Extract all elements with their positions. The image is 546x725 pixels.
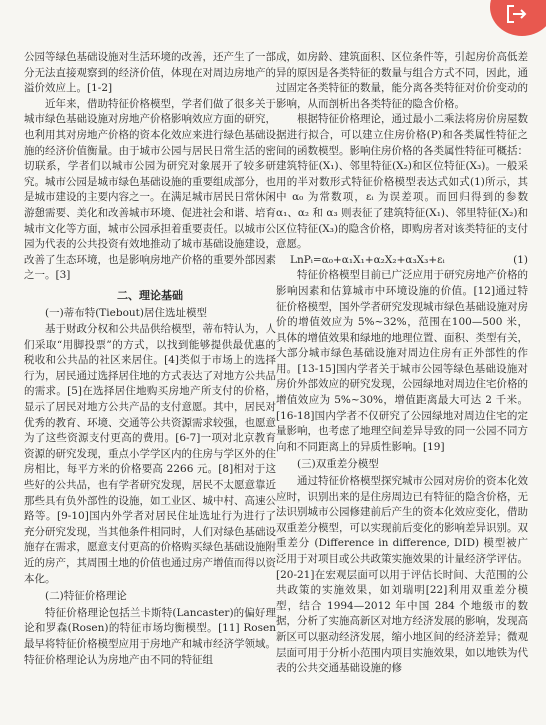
paragraph: 特征价格模型目前已广泛应用于研究房地产价格的影响因素和估算城市中环境设施的价值。[12]通过特征价格模型，国外学者研究发现城市绿色基础设施对房价的增值效应为 5%~32%，范围在100—500 米，具体的增值效果和绿地的地理位置、面积、类型有关，大部分城市绿色基础设施对周边住房有正外部性的作用。[13-15]国内学者关于城市公园等绿色基础设施对房价外部效应的研究发现，公园绿地对周边住宅价格的增值效应为 5%~30%，增值距离最大可达 2 千米。[16-18]国内学者不仅研究了公园绿地对周边住宅的定量影响，也考虑了地理空间差异导致的同一公园不同方向和不同距离上的异质性影响。[19]: [276, 269, 528, 453]
right-column: [276, 50, 528, 677]
equation-body: LnPᵢ=α₀+α₁X₁+α₂X₂+α₃X₃+εᵢ: [290, 253, 445, 266]
section-heading: 二、理论基础: [117, 288, 183, 302]
paragraph: 近年来，借助特征价格模型，学者们做了很多关于城市绿色基础设施对房地产价格影响效应方面的研究，也利用其对房地产价格的资本化效应来进行绿色基础设施的经济价值衡量。由于城市公园与居民日常生活的密切联系，学者们以城市公园为研究对象展开了较多研究。城市公园是城市绿色基础设施的重要组成部分，也是城市建设的主要内容之一。在满足城市居民日常休闲游憩需要、美化和改善城市环境、促进社会和谐、培育城市文化等方面，城市公园承担着重要责任。以城市公园为代表的公共投资有效地推动了城市基础设施建设，改善了生态环境，也是影响房地产价格的重要外部因素之一。[3]: [24, 97, 276, 282]
left-column: [24, 50, 276, 668]
exit-icon: [506, 4, 528, 24]
paragraph: 根据特征价格理论，通过最小二乘法将房价房屋数据进行拟合，可以建立住房价格(P)和各类属性特征之间的函数模型。影响住房价格的各类属性特征可概括：建筑特征(X₁)、邻里特征(X₂)和区位特征(X₃)。一般采用的半对数形式特征价格模型表达式如式(1)所示，其中 α₀ 为常数项，εᵢ 为误差项。而回归得到的参数 α₁、α₂ 和 α₃ 则表征了建筑特征(X₁)、邻里特征(X₂)和区位特征(X₃)的隐含价格，即购房者对该类特征的支付意愿。: [276, 113, 528, 251]
paragraph: 特征价格理论包括兰卡斯特(Lancaster)的偏好理论和罗森(Rosen)的特征市场均衡模型。[11] Rosen最早将特征价格模型应用于房地产和城市经济学领域。特征价格理论认为房地产由不同的特征组: [24, 606, 276, 666]
subsection-heading: (一)蒂布特(Tiebout)居住选址模型: [45, 306, 207, 319]
subsection-heading: (三)双重差分模型: [297, 458, 379, 471]
subsection-heading: (二)特征价格理论: [45, 590, 127, 603]
equation: [276, 253, 528, 269]
paragraph: 成，如房龄、建筑面积、区位条件等，引起房价高低差异的原因是各类特征的数量与组合方式不同，因此，通过固定各类特征的数量，能分离各类特征对价价变动的影响，从而剖析出各类特征的隐含价格。: [276, 51, 528, 110]
paragraph: 通过特征价格模型探究城市公园对房价的资本化效应时，识别出来的是住房周边已有特征的隐含价格，无法识别城市公园修建前后产生的资本化效应变化，借助双重差分模型，可以实现前后变化的影响差异识别。双重差分 (Difference in difference, DID) 模型被广泛用于对项目或公共政策实施效果的计量经济学评估。[20-21]在宏观层面可以用于评估长时间、大范围的公共政策的实施效果，如刘瑞明[22]利用双重差分模型，结合 1994—2012 年中国 284 个地级市的数据，分析了实施高新区对地方经济发展的影响，发现高新区可以驱动经济发展，缩小地区间的经济差异；微观层面可用于分析小范围内项目实施效果，如以地铁为代表的公共交通基础设施的修: [276, 475, 528, 675]
equation-number: (1): [513, 253, 528, 266]
paragraph: 公园等绿色基础设施对生活环境的改善，还产生了一部分无法直接观察到的经济价值，体现在对周边房地产的溢价效应上。[1-2]: [24, 51, 276, 95]
corner-badge[interactable]: [490, 0, 546, 36]
paragraph: 基于财政分权和公共品供给模型，蒂布特认为，人们采取“用脚投票”的方式，以找到能够提供最优惠的税收和公共品的社区来居住。[4]类似于市场上的选择行为，居民通过选择居住地的方式表达了对地方公共品的需求。[5]在选择居住地购买房地产所支付的价格，显示了居民对地方公共产品的支付意愿。其中，居民对优秀的教育、环境、交通等公共资源需求较强，也愿意为了这些资源支付更高的费用。[6-7]一项对北京教育资源的研究发现，重点小学学区内的住房与学区外的住房相比，每平方米的价格要高 2266 元。[8]相对于这些好的公共品，也有学者研究发现，居民不太愿意靠近那些具有负外部性的设施，如工业区、城中村、高速公路等。[9-10]国内外学者对居民住址选址行为进行了充分研究发现，当其他条件相同时，人们对绿色基础设施存在需求，愿意支付更高的价格购买绿色基础设施附近的房产，其周围土地的价值也通过房产增值而得以资本化。: [24, 323, 276, 585]
